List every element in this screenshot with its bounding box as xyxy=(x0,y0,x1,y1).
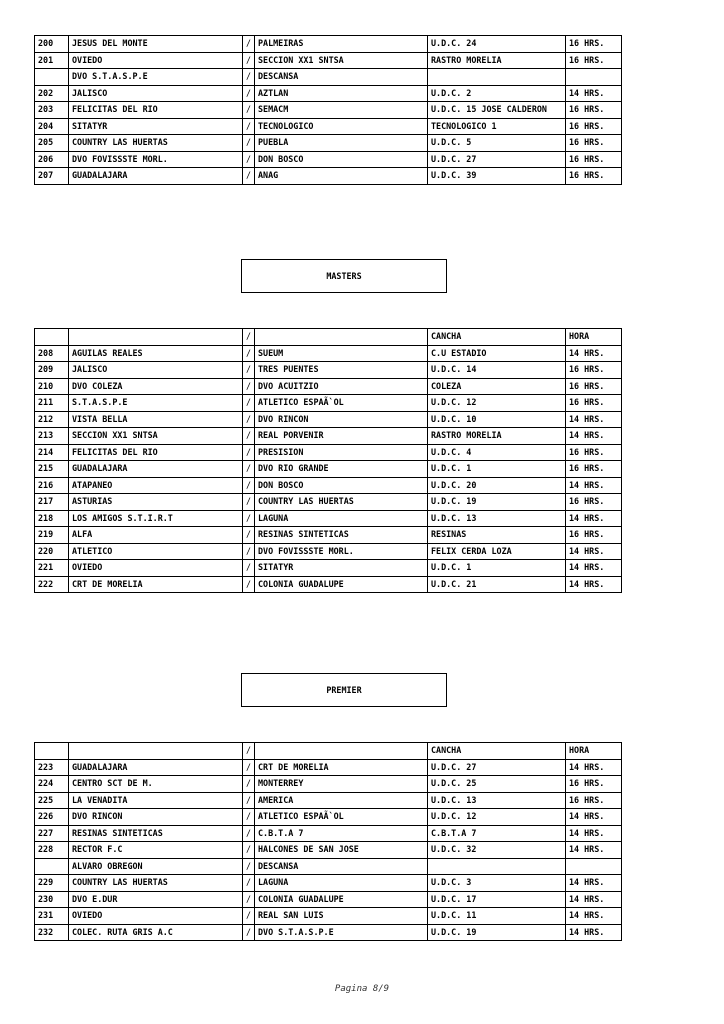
table-row xyxy=(35,461,622,478)
cell-time: 16 HRS. xyxy=(566,102,622,119)
table-row xyxy=(35,776,622,793)
cell-time: 16 HRS. xyxy=(566,36,622,53)
cell-time: 16 HRS. xyxy=(566,494,622,511)
cell-sep: / xyxy=(243,135,255,152)
table-row xyxy=(35,151,622,168)
cell-num: 228 xyxy=(35,842,69,859)
cell-num: 204 xyxy=(35,118,69,135)
table-row xyxy=(35,560,622,577)
page-number: Pagina 8/9 xyxy=(334,984,390,994)
table-row xyxy=(35,362,622,379)
cell-time: 14 HRS. xyxy=(566,543,622,560)
cell-num: 229 xyxy=(35,875,69,892)
cell-home: VISTA BELLA xyxy=(69,411,243,428)
section-title-masters: MASTERS xyxy=(241,259,447,293)
cell-away: TECNOLOGICO xyxy=(255,118,428,135)
cell-field: U.D.C. 39 xyxy=(428,168,566,185)
cell-sep: / xyxy=(243,494,255,511)
cell-num: 217 xyxy=(35,494,69,511)
cell-num: 220 xyxy=(35,543,69,560)
cell-field: U.D.C. 2 xyxy=(428,85,566,102)
cell-field: U.D.C. 11 xyxy=(428,908,566,925)
cell-field: U.D.C. 4 xyxy=(428,444,566,461)
schedule-table-premier xyxy=(34,742,622,941)
cell-away: CRT DE MORELIA xyxy=(255,759,428,776)
cell-num: 205 xyxy=(35,135,69,152)
cell-time: 16 HRS. xyxy=(566,461,622,478)
cell-away: C.B.T.A 7 xyxy=(255,825,428,842)
cell-home: GUADALAJARA xyxy=(69,759,243,776)
cell-sep: / xyxy=(243,69,255,86)
cell-field: U.D.C. 24 xyxy=(428,36,566,53)
cell-sep: / xyxy=(243,543,255,560)
cell-away: HALCONES DE SAN JOSE xyxy=(255,842,428,859)
cell-home: LA VENADITA xyxy=(69,792,243,809)
cell-sep: / xyxy=(243,477,255,494)
cell-time: 16 HRS. xyxy=(566,792,622,809)
table-row xyxy=(35,477,622,494)
table-row xyxy=(35,135,622,152)
table-row xyxy=(35,759,622,776)
table-row xyxy=(35,510,622,527)
cell-num: 211 xyxy=(35,395,69,412)
cell-away: DON BOSCO xyxy=(255,477,428,494)
cell-home xyxy=(69,743,243,760)
cell-home: JESUS DEL MONTE xyxy=(69,36,243,53)
cell-sep: / xyxy=(243,378,255,395)
cell-home: ALVARO OBREGON xyxy=(69,858,243,875)
cell-time: 16 HRS. xyxy=(566,776,622,793)
cell-field: RASTRO MORELIA xyxy=(428,428,566,445)
cell-sep: / xyxy=(243,792,255,809)
cell-num: 223 xyxy=(35,759,69,776)
cell-home: ASTURIAS xyxy=(69,494,243,511)
cell-time: 16 HRS. xyxy=(566,135,622,152)
cell-away: TRES PUENTES xyxy=(255,362,428,379)
cell-sep: / xyxy=(243,759,255,776)
cell-home: OVIEDO xyxy=(69,52,243,69)
cell-time: 14 HRS. xyxy=(566,576,622,593)
cell-away: AZTLAN xyxy=(255,85,428,102)
cell-sep: / xyxy=(243,527,255,544)
cell-time: 16 HRS. xyxy=(566,52,622,69)
cell-field: U.D.C. 17 xyxy=(428,891,566,908)
cell-time: 16 HRS. xyxy=(566,527,622,544)
table-row xyxy=(35,168,622,185)
cell-field: U.D.C. 14 xyxy=(428,362,566,379)
table-row xyxy=(35,527,622,544)
cell-sep: / xyxy=(243,52,255,69)
cell-field: U.D.C. 15 JOSE CALDERON xyxy=(428,102,566,119)
cell-field: C.B.T.A 7 xyxy=(428,825,566,842)
cell-away xyxy=(255,329,428,346)
cell-field: RASTRO MORELIA xyxy=(428,52,566,69)
cell-field: FELIX CERDA LOZA xyxy=(428,543,566,560)
cell-away: PALMEIRAS xyxy=(255,36,428,53)
cell-num: 201 xyxy=(35,52,69,69)
cell-home: LOS AMIGOS S.T.I.R.T xyxy=(69,510,243,527)
cell-home: RECTOR F.C xyxy=(69,842,243,859)
cell-time: 14 HRS. xyxy=(566,825,622,842)
cell-time: 16 HRS. xyxy=(566,168,622,185)
table-row xyxy=(35,875,622,892)
cell-sep: / xyxy=(243,362,255,379)
cell-away: ATLETICO ESPAÃ`OL xyxy=(255,809,428,826)
cell-sep: / xyxy=(243,411,255,428)
cell-sep: / xyxy=(243,428,255,445)
table-row xyxy=(35,908,622,925)
cell-time: 16 HRS. xyxy=(566,151,622,168)
cell-sep: / xyxy=(243,743,255,760)
cell-field: CANCHA xyxy=(428,329,566,346)
cell-time xyxy=(566,858,622,875)
cell-num: 216 xyxy=(35,477,69,494)
table-row xyxy=(35,345,622,362)
cell-home: ATAPANEO xyxy=(69,477,243,494)
cell-field: U.D.C. 12 xyxy=(428,395,566,412)
cell-field: U.D.C. 19 xyxy=(428,924,566,941)
cell-time: 14 HRS. xyxy=(566,875,622,892)
cell-away xyxy=(255,743,428,760)
table-row xyxy=(35,858,622,875)
cell-away: DVO RIO GRANDE xyxy=(255,461,428,478)
cell-field: CANCHA xyxy=(428,743,566,760)
cell-sep: / xyxy=(243,576,255,593)
cell-num: 225 xyxy=(35,792,69,809)
cell-away: DESCANSA xyxy=(255,858,428,875)
cell-time: 14 HRS. xyxy=(566,842,622,859)
cell-home: COUNTRY LAS HUERTAS xyxy=(69,875,243,892)
cell-time: 16 HRS. xyxy=(566,444,622,461)
table-row xyxy=(35,792,622,809)
cell-away: SUEUM xyxy=(255,345,428,362)
table-row xyxy=(35,411,622,428)
cell-field: U.D.C. 32 xyxy=(428,842,566,859)
cell-home: S.T.A.S.P.E xyxy=(69,395,243,412)
cell-num: 232 xyxy=(35,924,69,941)
cell-field: RESINAS xyxy=(428,527,566,544)
cell-num: 231 xyxy=(35,908,69,925)
table-row xyxy=(35,395,622,412)
cell-sep: / xyxy=(243,858,255,875)
cell-sep: / xyxy=(243,825,255,842)
cell-home: DVO E.DUR xyxy=(69,891,243,908)
cell-away: DVO RINCON xyxy=(255,411,428,428)
cell-sep: / xyxy=(243,151,255,168)
cell-num: 226 xyxy=(35,809,69,826)
cell-time: 14 HRS. xyxy=(566,411,622,428)
cell-sep: / xyxy=(243,560,255,577)
cell-time: HORA xyxy=(566,329,622,346)
cell-home: ATLETICO xyxy=(69,543,243,560)
schedule-table-top xyxy=(34,35,622,185)
cell-num: 200 xyxy=(35,36,69,53)
table-row xyxy=(35,842,622,859)
cell-time: 14 HRS. xyxy=(566,477,622,494)
cell-home: GUADALAJARA xyxy=(69,461,243,478)
cell-time: 14 HRS. xyxy=(566,759,622,776)
table-header-row xyxy=(35,329,622,346)
cell-num: 214 xyxy=(35,444,69,461)
cell-home: JALISCO xyxy=(69,362,243,379)
cell-sep: / xyxy=(243,510,255,527)
cell-field: U.D.C. 12 xyxy=(428,809,566,826)
table-row xyxy=(35,576,622,593)
cell-sep: / xyxy=(243,461,255,478)
cell-away: SEMACM xyxy=(255,102,428,119)
cell-num xyxy=(35,69,69,86)
cell-num: 227 xyxy=(35,825,69,842)
cell-field xyxy=(428,69,566,86)
cell-num: 221 xyxy=(35,560,69,577)
cell-sep: / xyxy=(243,329,255,346)
cell-sep: / xyxy=(243,85,255,102)
cell-time: 14 HRS. xyxy=(566,891,622,908)
cell-num: 218 xyxy=(35,510,69,527)
cell-num: 206 xyxy=(35,151,69,168)
table-row xyxy=(35,69,622,86)
table-row xyxy=(35,444,622,461)
cell-home: DVO S.T.A.S.P.E xyxy=(69,69,243,86)
cell-num: 210 xyxy=(35,378,69,395)
cell-field: U.D.C. 10 xyxy=(428,411,566,428)
cell-away: REAL PORVENIR xyxy=(255,428,428,445)
cell-sep: / xyxy=(243,809,255,826)
cell-away: COLONIA GUADALUPE xyxy=(255,576,428,593)
cell-time: 14 HRS. xyxy=(566,908,622,925)
cell-home: CENTRO SCT DE M. xyxy=(69,776,243,793)
cell-num: 215 xyxy=(35,461,69,478)
cell-time: 14 HRS. xyxy=(566,560,622,577)
cell-away: DVO FOVISSSTE MORL. xyxy=(255,543,428,560)
table-row xyxy=(35,891,622,908)
cell-sep: / xyxy=(243,102,255,119)
cell-sep: / xyxy=(243,168,255,185)
cell-time: 16 HRS. xyxy=(566,362,622,379)
cell-num: 222 xyxy=(35,576,69,593)
cell-field: U.D.C. 3 xyxy=(428,875,566,892)
cell-home: SECCION XX1 SNTSA xyxy=(69,428,243,445)
cell-away: DON BOSCO xyxy=(255,151,428,168)
cell-field xyxy=(428,858,566,875)
cell-away: DVO S.T.A.S.P.E xyxy=(255,924,428,941)
cell-field: U.D.C. 1 xyxy=(428,560,566,577)
cell-away: LAGUNA xyxy=(255,875,428,892)
cell-home: DVO COLEZA xyxy=(69,378,243,395)
cell-num: 202 xyxy=(35,85,69,102)
cell-time: 16 HRS. xyxy=(566,118,622,135)
cell-num: 224 xyxy=(35,776,69,793)
cell-home: DVO RINCON xyxy=(69,809,243,826)
cell-field: U.D.C. 27 xyxy=(428,759,566,776)
cell-away: DVO ACUITZIO xyxy=(255,378,428,395)
cell-field: U.D.C. 21 xyxy=(428,576,566,593)
cell-home: GUADALAJARA xyxy=(69,168,243,185)
cell-sep: / xyxy=(243,36,255,53)
cell-time: HORA xyxy=(566,743,622,760)
cell-home: SITATYR xyxy=(69,118,243,135)
table-row xyxy=(35,543,622,560)
cell-sep: / xyxy=(243,118,255,135)
cell-away: RESINAS SINTETICAS xyxy=(255,527,428,544)
table-row xyxy=(35,428,622,445)
cell-field: U.D.C. 13 xyxy=(428,792,566,809)
cell-away: LAGUNA xyxy=(255,510,428,527)
cell-home: RESINAS SINTETICAS xyxy=(69,825,243,842)
cell-away: ANAG xyxy=(255,168,428,185)
cell-home: CRT DE MORELIA xyxy=(69,576,243,593)
table-row xyxy=(35,494,622,511)
cell-home: ALFA xyxy=(69,527,243,544)
table-row xyxy=(35,52,622,69)
cell-home: COLEC. RUTA GRIS A.C xyxy=(69,924,243,941)
cell-time xyxy=(566,69,622,86)
cell-home: JALISCO xyxy=(69,85,243,102)
cell-num xyxy=(35,858,69,875)
table-row xyxy=(35,924,622,941)
cell-field: U.D.C. 19 xyxy=(428,494,566,511)
cell-home: OVIEDO xyxy=(69,560,243,577)
cell-home xyxy=(69,329,243,346)
cell-time: 14 HRS. xyxy=(566,428,622,445)
cell-field: U.D.C. 5 xyxy=(428,135,566,152)
cell-home: DVO FOVISSSTE MORL. xyxy=(69,151,243,168)
cell-field: U.D.C. 1 xyxy=(428,461,566,478)
cell-num xyxy=(35,743,69,760)
cell-num: 208 xyxy=(35,345,69,362)
cell-num: 203 xyxy=(35,102,69,119)
cell-home: OVIEDO xyxy=(69,908,243,925)
cell-away: COUNTRY LAS HUERTAS xyxy=(255,494,428,511)
cell-sep: / xyxy=(243,875,255,892)
cell-away: MONTERREY xyxy=(255,776,428,793)
cell-field: U.D.C. 27 xyxy=(428,151,566,168)
cell-sep: / xyxy=(243,842,255,859)
cell-home: FELICITAS DEL RIO xyxy=(69,444,243,461)
cell-num: 230 xyxy=(35,891,69,908)
cell-field: U.D.C. 13 xyxy=(428,510,566,527)
cell-num: 209 xyxy=(35,362,69,379)
cell-away: DESCANSA xyxy=(255,69,428,86)
table-header-row xyxy=(35,743,622,760)
cell-num: 212 xyxy=(35,411,69,428)
cell-num xyxy=(35,329,69,346)
cell-sep: / xyxy=(243,908,255,925)
cell-sep: / xyxy=(243,345,255,362)
cell-sep: / xyxy=(243,924,255,941)
cell-sep: / xyxy=(243,444,255,461)
cell-away: REAL SAN LUIS xyxy=(255,908,428,925)
table-row xyxy=(35,118,622,135)
section-title-premier: PREMIER xyxy=(241,673,447,707)
cell-num: 219 xyxy=(35,527,69,544)
cell-away: COLONIA GUADALUPE xyxy=(255,891,428,908)
cell-field: C.U ESTADIO xyxy=(428,345,566,362)
cell-away: SITATYR xyxy=(255,560,428,577)
cell-field: U.D.C. 25 xyxy=(428,776,566,793)
cell-away: ATLETICO ESPAÃ`OL xyxy=(255,395,428,412)
cell-time: 14 HRS. xyxy=(566,510,622,527)
cell-time: 16 HRS. xyxy=(566,395,622,412)
cell-time: 16 HRS. xyxy=(566,378,622,395)
cell-home: COUNTRY LAS HUERTAS xyxy=(69,135,243,152)
table-row xyxy=(35,809,622,826)
cell-field: U.D.C. 20 xyxy=(428,477,566,494)
cell-time: 14 HRS. xyxy=(566,85,622,102)
table-row xyxy=(35,825,622,842)
cell-sep: / xyxy=(243,891,255,908)
cell-field: COLEZA xyxy=(428,378,566,395)
cell-num: 213 xyxy=(35,428,69,445)
cell-time: 14 HRS. xyxy=(566,809,622,826)
cell-away: SECCION XX1 SNTSA xyxy=(255,52,428,69)
schedule-table-masters xyxy=(34,328,622,593)
cell-sep: / xyxy=(243,776,255,793)
cell-away: PUEBLA xyxy=(255,135,428,152)
cell-away: PRESISION xyxy=(255,444,428,461)
cell-num: 207 xyxy=(35,168,69,185)
table-row xyxy=(35,85,622,102)
table-row xyxy=(35,378,622,395)
table-row xyxy=(35,36,622,53)
cell-home: AGUILAS REALES xyxy=(69,345,243,362)
table-row xyxy=(35,102,622,119)
cell-time: 14 HRS. xyxy=(566,924,622,941)
cell-field: TECNOLOGICO 1 xyxy=(428,118,566,135)
cell-time: 14 HRS. xyxy=(566,345,622,362)
cell-sep: / xyxy=(243,395,255,412)
cell-home: FELICITAS DEL RIO xyxy=(69,102,243,119)
cell-away: AMERICA xyxy=(255,792,428,809)
